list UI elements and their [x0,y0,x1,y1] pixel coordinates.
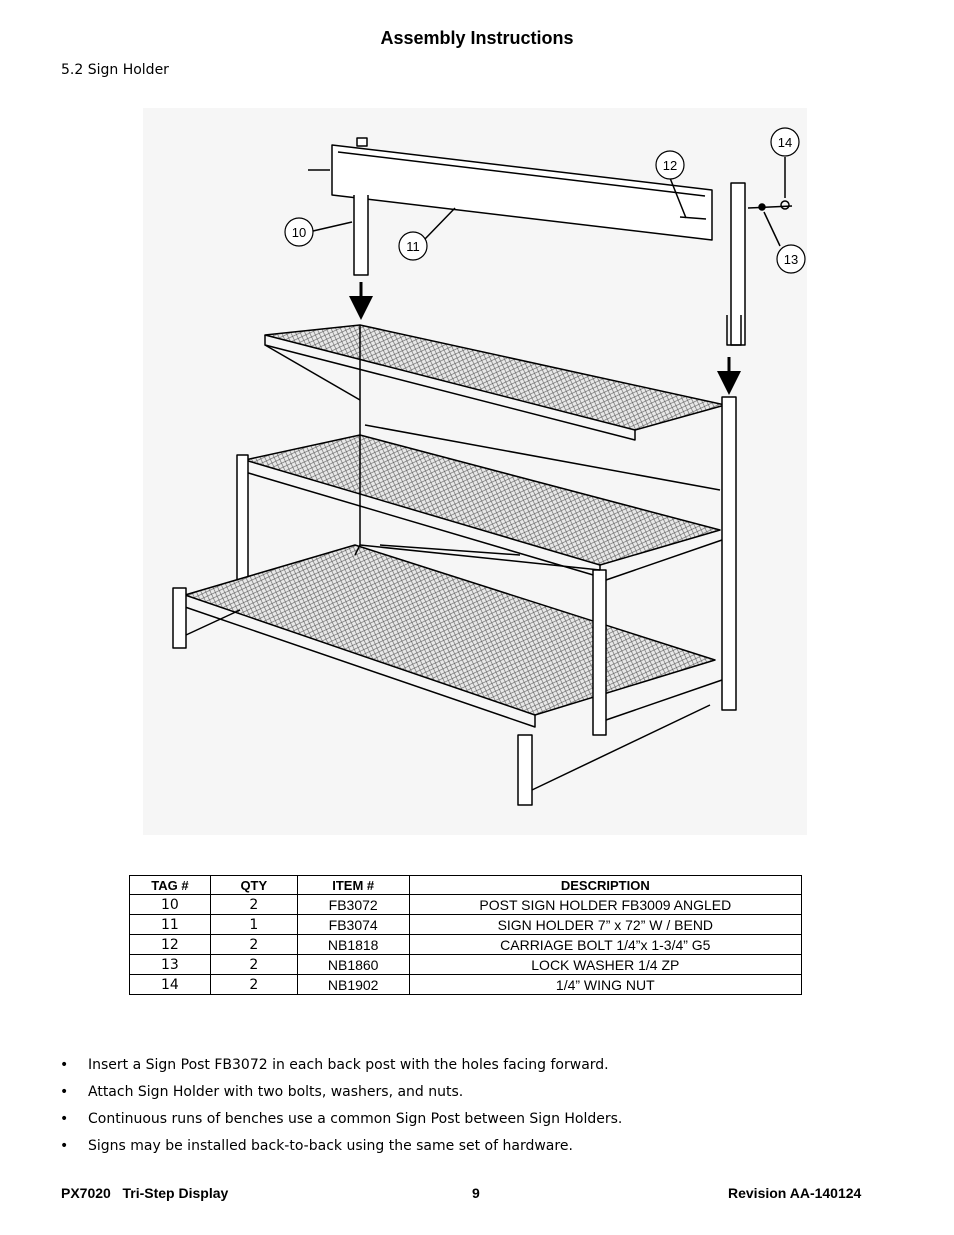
middle-right-post [593,570,606,735]
cell-tag: 13 [130,955,211,975]
cell-qty: 2 [210,935,297,955]
header-item: ITEM # [297,876,409,895]
back-right-post [722,397,736,710]
cell-item: NB1818 [297,935,409,955]
bullet-icon: • [60,1111,69,1127]
cell-qty: 2 [210,975,297,995]
footer-product: PX7020 Tri-Step Display [61,1185,229,1201]
cell-tag: 14 [130,975,211,995]
parts-table [129,875,802,995]
instruction-text: Signs may be installed back-to-back using the same set of hardware. [88,1138,573,1154]
section-heading: 5.2 Sign Holder [61,62,169,78]
table-row [130,935,802,955]
cell-item: FB3072 [297,895,409,915]
footer-page-number: 9 [472,1185,480,1201]
instruction-text: Attach Sign Holder with two bolts, washers, and nuts. [88,1084,464,1100]
callout-14: 14 [777,135,793,150]
list-item [58,1054,622,1081]
front-right-leg [518,735,532,805]
cell-description: LOCK WASHER 1/4 ZP [409,955,801,975]
bullet-icon: • [60,1084,69,1100]
bullet-icon: • [60,1057,69,1073]
cell-description: 1/4” WING NUT [409,975,801,995]
cell-qty: 2 [210,895,297,915]
cell-tag: 12 [130,935,211,955]
instruction-list [58,1054,622,1162]
list-item [58,1135,622,1162]
header-qty: QTY [210,876,297,895]
instruction-text: Insert a Sign Post FB3072 in each back post with the holes facing forward. [88,1057,609,1073]
table-row [130,915,802,935]
right-sign-post [731,183,745,345]
page-title: Assembly Instructions [380,28,574,48]
cell-description: CARRIAGE BOLT 1/4”x 1-3/4” G5 [409,935,801,955]
cell-description: POST SIGN HOLDER FB3009 ANGLED [409,895,801,915]
callout-13: 13 [783,252,799,267]
list-item [58,1081,622,1108]
callout-10: 10 [291,225,307,240]
list-item [58,1108,622,1135]
cell-description: SIGN HOLDER 7” x 72” W / BEND [409,915,801,935]
bullet-icon: • [60,1138,69,1154]
header-description: DESCRIPTION [409,876,801,895]
cell-item: NB1902 [297,975,409,995]
front-left-leg [173,588,186,648]
middle-left-post [237,455,248,590]
table-row [130,955,802,975]
table-row [130,975,802,995]
footer-revision: Revision AA-140124 [728,1185,862,1201]
assembly-diagram [143,108,807,835]
header-tag: TAG # [130,876,211,895]
callout-12: 12 [662,158,678,173]
cell-item: FB3074 [297,915,409,935]
cell-tag: 11 [130,915,211,935]
cell-qty: 1 [210,915,297,935]
cell-item: NB1860 [297,955,409,975]
table-row [130,895,802,915]
left-sign-post [354,195,368,275]
instruction-text: Continuous runs of benches use a common Sign Post between Sign Holders. [88,1111,623,1127]
cell-qty: 2 [210,955,297,975]
callout-11: 11 [406,239,420,254]
table-header-row [130,876,802,895]
cell-tag: 10 [130,895,211,915]
